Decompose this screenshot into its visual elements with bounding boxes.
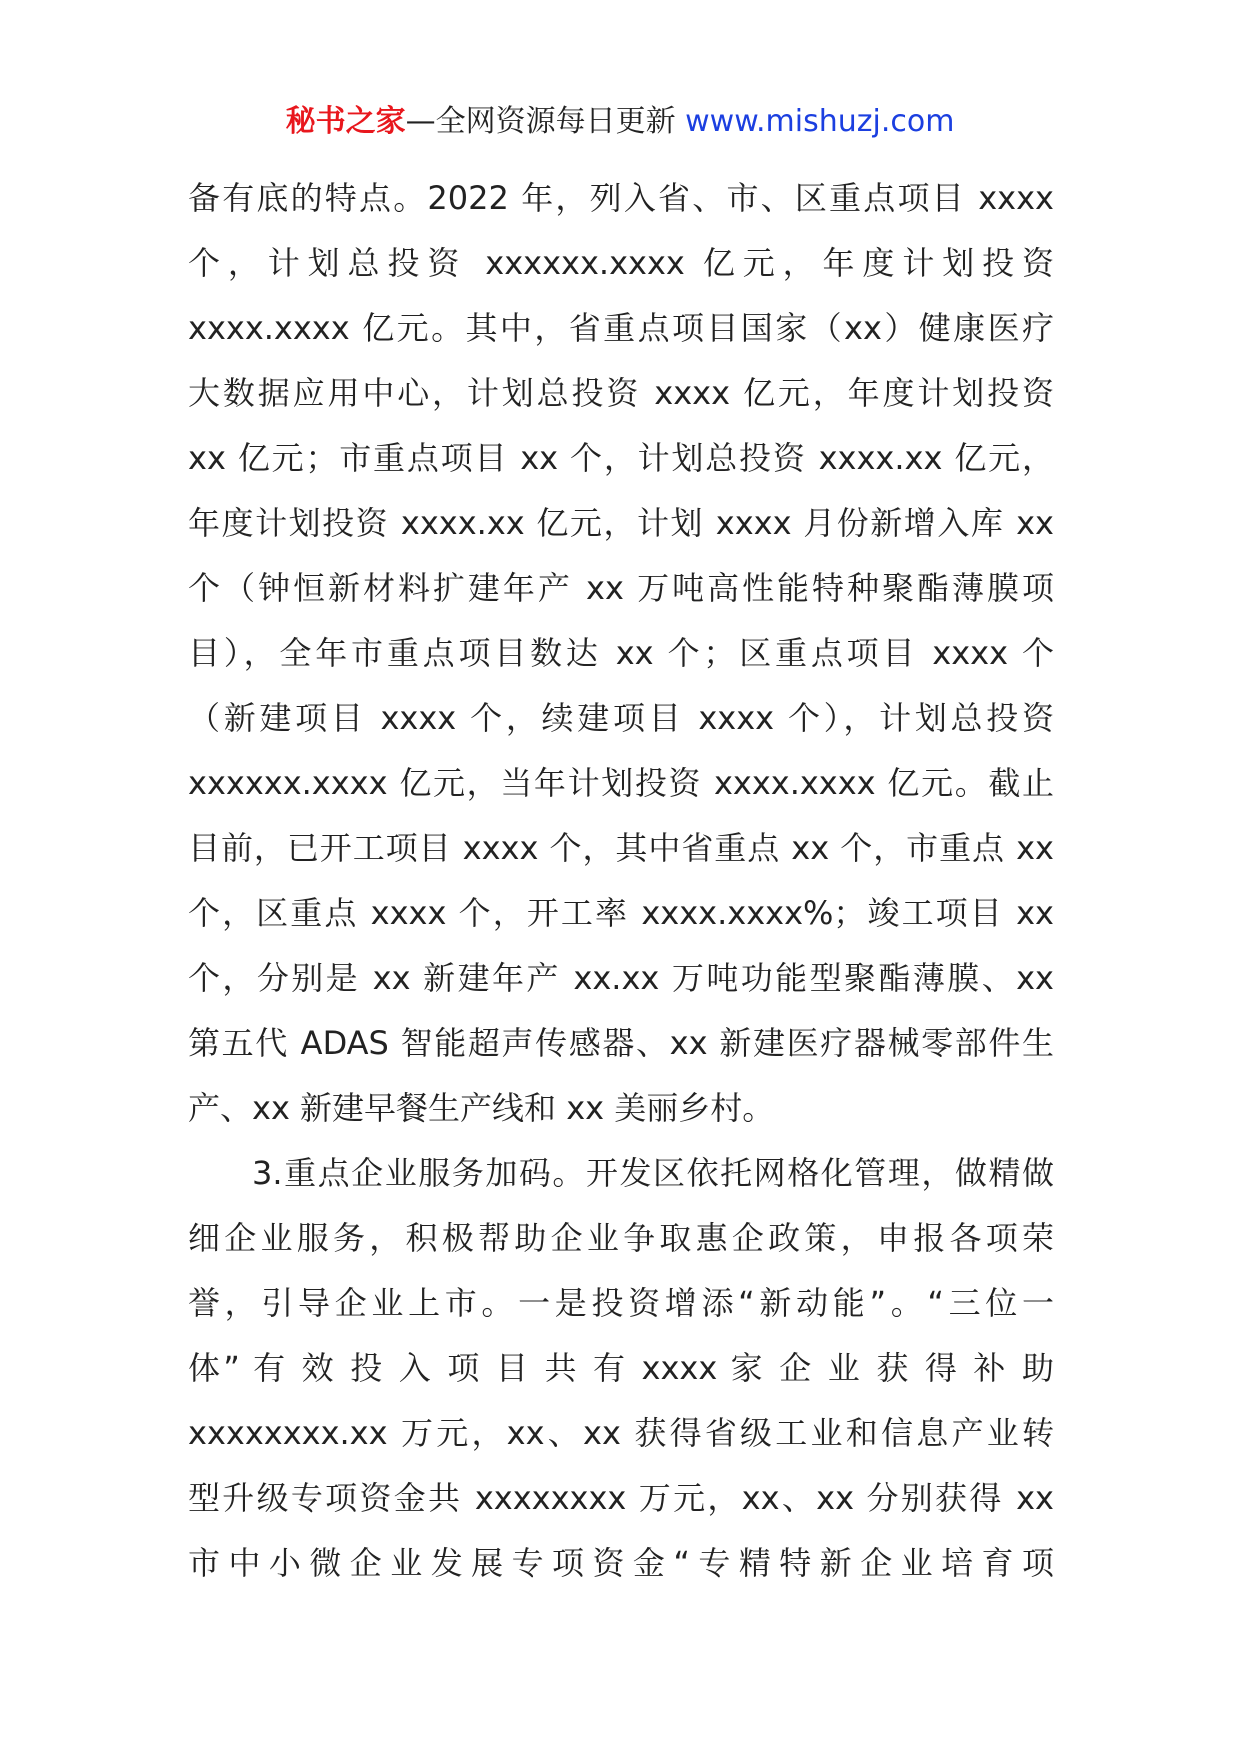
text-line: 个，计划总投资 xxxxxx.xxxx 亿元，年度计划投资 [188,244,1054,282]
text-line: xxxx.xxxx 亿元。其中，省重点项目国家（xx）健康医疗 [188,309,1054,347]
text-line: 体” 有 效 投 入 项 目 共 有 xxxx 家 企 业 获 得 补 助 [188,1349,1054,1387]
text-line: 个（钟恒新材料扩建年产 xx 万吨高性能特种聚酯薄膜项 [188,569,1054,607]
text-line: 备有底的特点。2022 年，列入省、市、区重点项目 xxxx [188,179,1054,217]
site-url-link[interactable]: www.mishuzj.com [685,104,955,139]
text-line: xxxxxxxx.xx 万元，xx、xx 获得省级工业和信息产业转 [188,1414,1054,1452]
document-body [188,166,1054,1596]
text-line: 型升级专项资金共 xxxxxxxx 万元，xx、xx 分别获得 xx [188,1479,1054,1517]
text-line: 第五代 ADAS 智能超声传感器、xx 新建医疗器械零部件生 [188,1024,1054,1062]
text-line: 个，分别是 xx 新建年产 xx.xx 万吨功能型聚酯薄膜、xx [188,959,1054,997]
text-line: 誉，引导企业上市。一是投资增添“新动能”。“三位一 [188,1284,1054,1322]
text-line: 个，区重点 xxxx 个，开工率 xxxx.xxxx%；竣工项目 xx [188,894,1054,932]
text-line: xxxxxx.xxxx 亿元，当年计划投资 xxxx.xxxx 亿元。截止 [188,764,1054,802]
text-line: 年度计划投资 xxxx.xx 亿元，计划 xxxx 月份新增入库 xx [188,504,1054,542]
brand-name: 秘书之家 [285,104,406,139]
text-line: 大数据应用中心，计划总投资 xxxx 亿元，年度计划投资 [188,374,1054,412]
paragraph-end-line: 产、xx 新建早餐生产线和 xx 美丽乡村。 [188,1089,775,1127]
section-heading-line: 3.重点企业服务加码。开发区依托网格化管理，做精做 [252,1154,1054,1192]
text-line: （新建项目 xxxx 个，续建项目 xxxx 个），计划总投资 [188,699,1054,737]
text-line: 目），全年市重点项目数达 xx 个；区重点项目 xxxx 个 [188,634,1054,672]
text-line: 市中小微企业发展专项资金“专精特新企业培育项 [188,1544,1054,1582]
site-header [0,100,1240,144]
text-line: xx 亿元；市重点项目 xx 个，计划总投资 xxxx.xx 亿元， [188,439,1054,477]
text-line: 细企业服务，积极帮助企业争取惠企政策，申报各项荣 [188,1219,1054,1257]
header-tagline: —全网资源每日更新 [405,104,686,139]
text-line: 目前，已开工项目 xxxx 个，其中省重点 xx 个，市重点 xx [188,829,1054,867]
